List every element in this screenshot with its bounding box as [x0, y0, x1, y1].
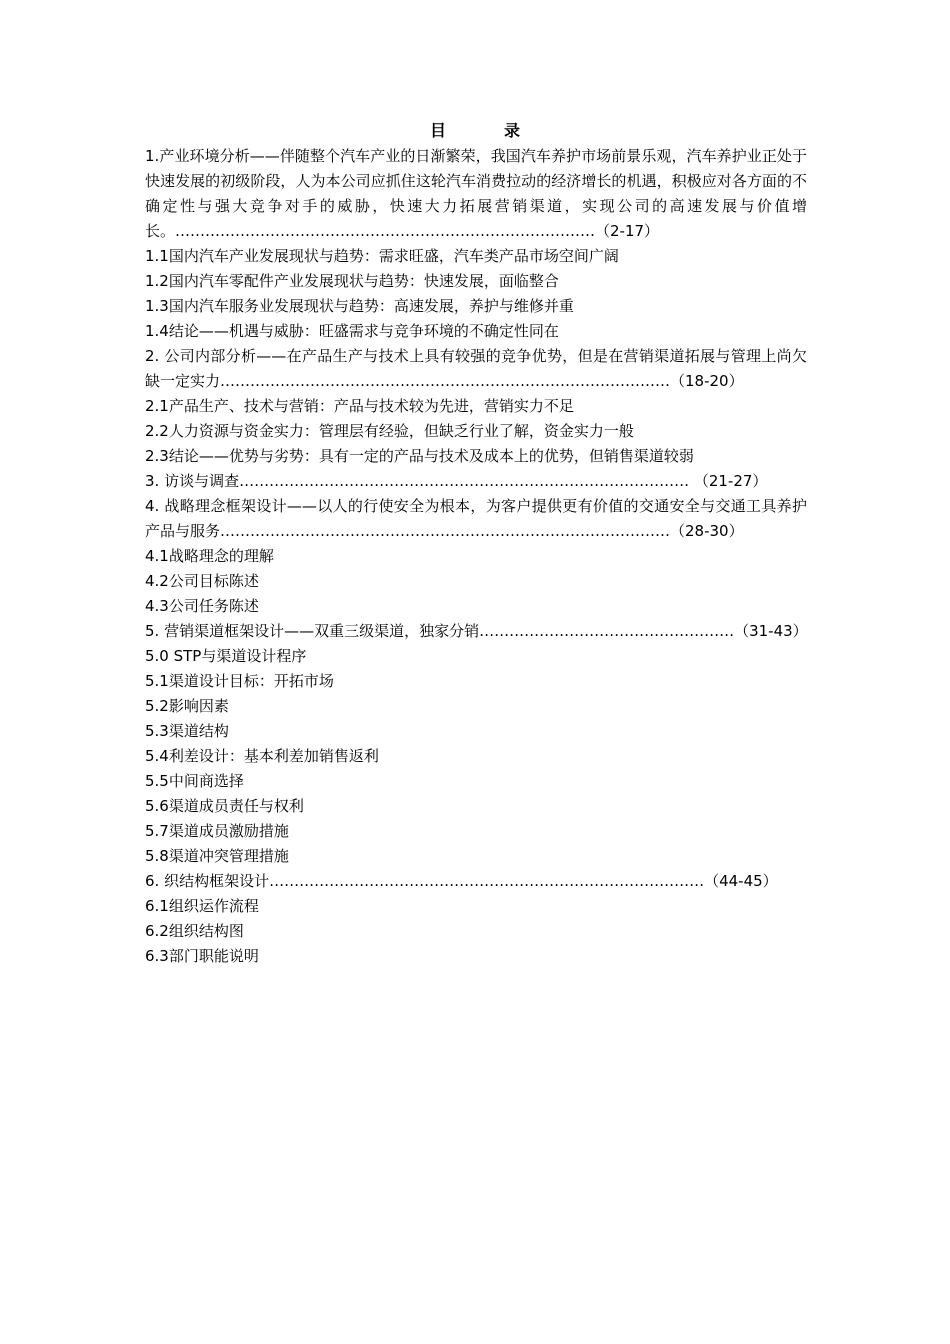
toc-entry-4-3: 4.3公司任务陈述	[145, 597, 259, 615]
toc-entry-2-3: 2.3结论——优势与劣势：具有一定的产品与技术及成本上的优势，但销售渠道较弱	[145, 447, 694, 465]
toc-entry-4-1: 4.1战略理念的理解	[145, 547, 274, 565]
toc-entry-5-4: 5.4利差设计：基本利差加销售返利	[145, 747, 379, 765]
toc-entry-5-1: 5.1渠道设计目标：开拓市场	[145, 672, 334, 690]
toc-entry-5-8: 5.8渠道冲突管理措施	[145, 847, 289, 865]
toc-entry-3: 3. 访谈与调查……………………………………………………………………………… （21-27）	[145, 472, 768, 490]
toc-entry-1-1: 1.1国内汽车产业发展现状与趋势：需求旺盛，汽车类产品市场空间广阔	[145, 247, 619, 265]
toc-entry-5: 5. 营销渠道框架设计——双重三级渠道，独家分销……………………………………………（31-43）	[145, 622, 808, 640]
toc-entry-2-2: 2.2人力资源与资金实力：管理层有经验，但缺乏行业了解，资金实力一般	[145, 422, 634, 440]
toc-entry-1-4: 1.4结论——机遇与威胁：旺盛需求与竞争环境的不确定性同在	[145, 322, 559, 340]
toc-title	[0, 118, 950, 141]
toc-entry-1: 1.产业环境分析——伴随整个汽车产业的日渐繁荣，我国汽车养护市场前景乐观，汽车养护业正处于快速发展的初级阶段，人为本公司应抓住这轮汽车消费拉动的经济增长的机遇，积极应对各方面的不确定性与强大竞争对手的威胁，快速大力拓展营销渠道，实现公司的高速发展与价值增长。…………………………………………………………………………（2-17）	[145, 147, 807, 240]
toc-entry-5-5: 5.5中间商选择	[145, 772, 244, 790]
toc-entry-2: 2. 公司内部分析——在产品生产与技术上具有较强的竞争优势，但是在营销渠道拓展与管理上尚欠缺一定实力………………………………………………………………………………（18-20）	[145, 347, 807, 390]
toc-entry-6: 6. 织结构框架设计……………………………………………………………………………（44-45）	[145, 872, 778, 890]
toc-entry-5-0: 5.0 STP与渠道设计程序	[145, 647, 307, 665]
toc-entry-1-2: 1.2国内汽车零配件产业发展现状与趋势：快速发展，面临整合	[145, 272, 559, 290]
toc-entry-6-2: 6.2组织结构图	[145, 922, 244, 940]
toc-entry-6-3: 6.3部门职能说明	[145, 947, 259, 965]
toc-entry-1-3: 1.3国内汽车服务业发展现状与趋势：高速发展，养护与维修并重	[145, 297, 574, 315]
toc-entry-4: 4. 战略理念框架设计——以人的行使安全为根本，为客户提供更有价值的交通安全与交通工具养护产品与服务………………………………………………………………………………（28-30）	[145, 497, 807, 540]
toc-entry-2-1: 2.1产品生产、技术与营销：产品与技术较为先进，营销实力不足	[145, 397, 574, 415]
toc-entry-5-6: 5.6渠道成员责任与权利	[145, 797, 304, 815]
table-of-contents	[145, 144, 807, 969]
toc-entry-5-3: 5.3渠道结构	[145, 722, 229, 740]
toc-entry-6-1: 6.1组织运作流程	[145, 897, 259, 915]
toc-entry-5-2: 5.2影响因素	[145, 697, 229, 715]
toc-entry-4-2: 4.2公司目标陈述	[145, 572, 259, 590]
toc-title-char-1: 目	[429, 121, 446, 140]
toc-title-char-2: 录	[504, 121, 521, 140]
toc-entry-5-7: 5.7渠道成员激励措施	[145, 822, 289, 840]
